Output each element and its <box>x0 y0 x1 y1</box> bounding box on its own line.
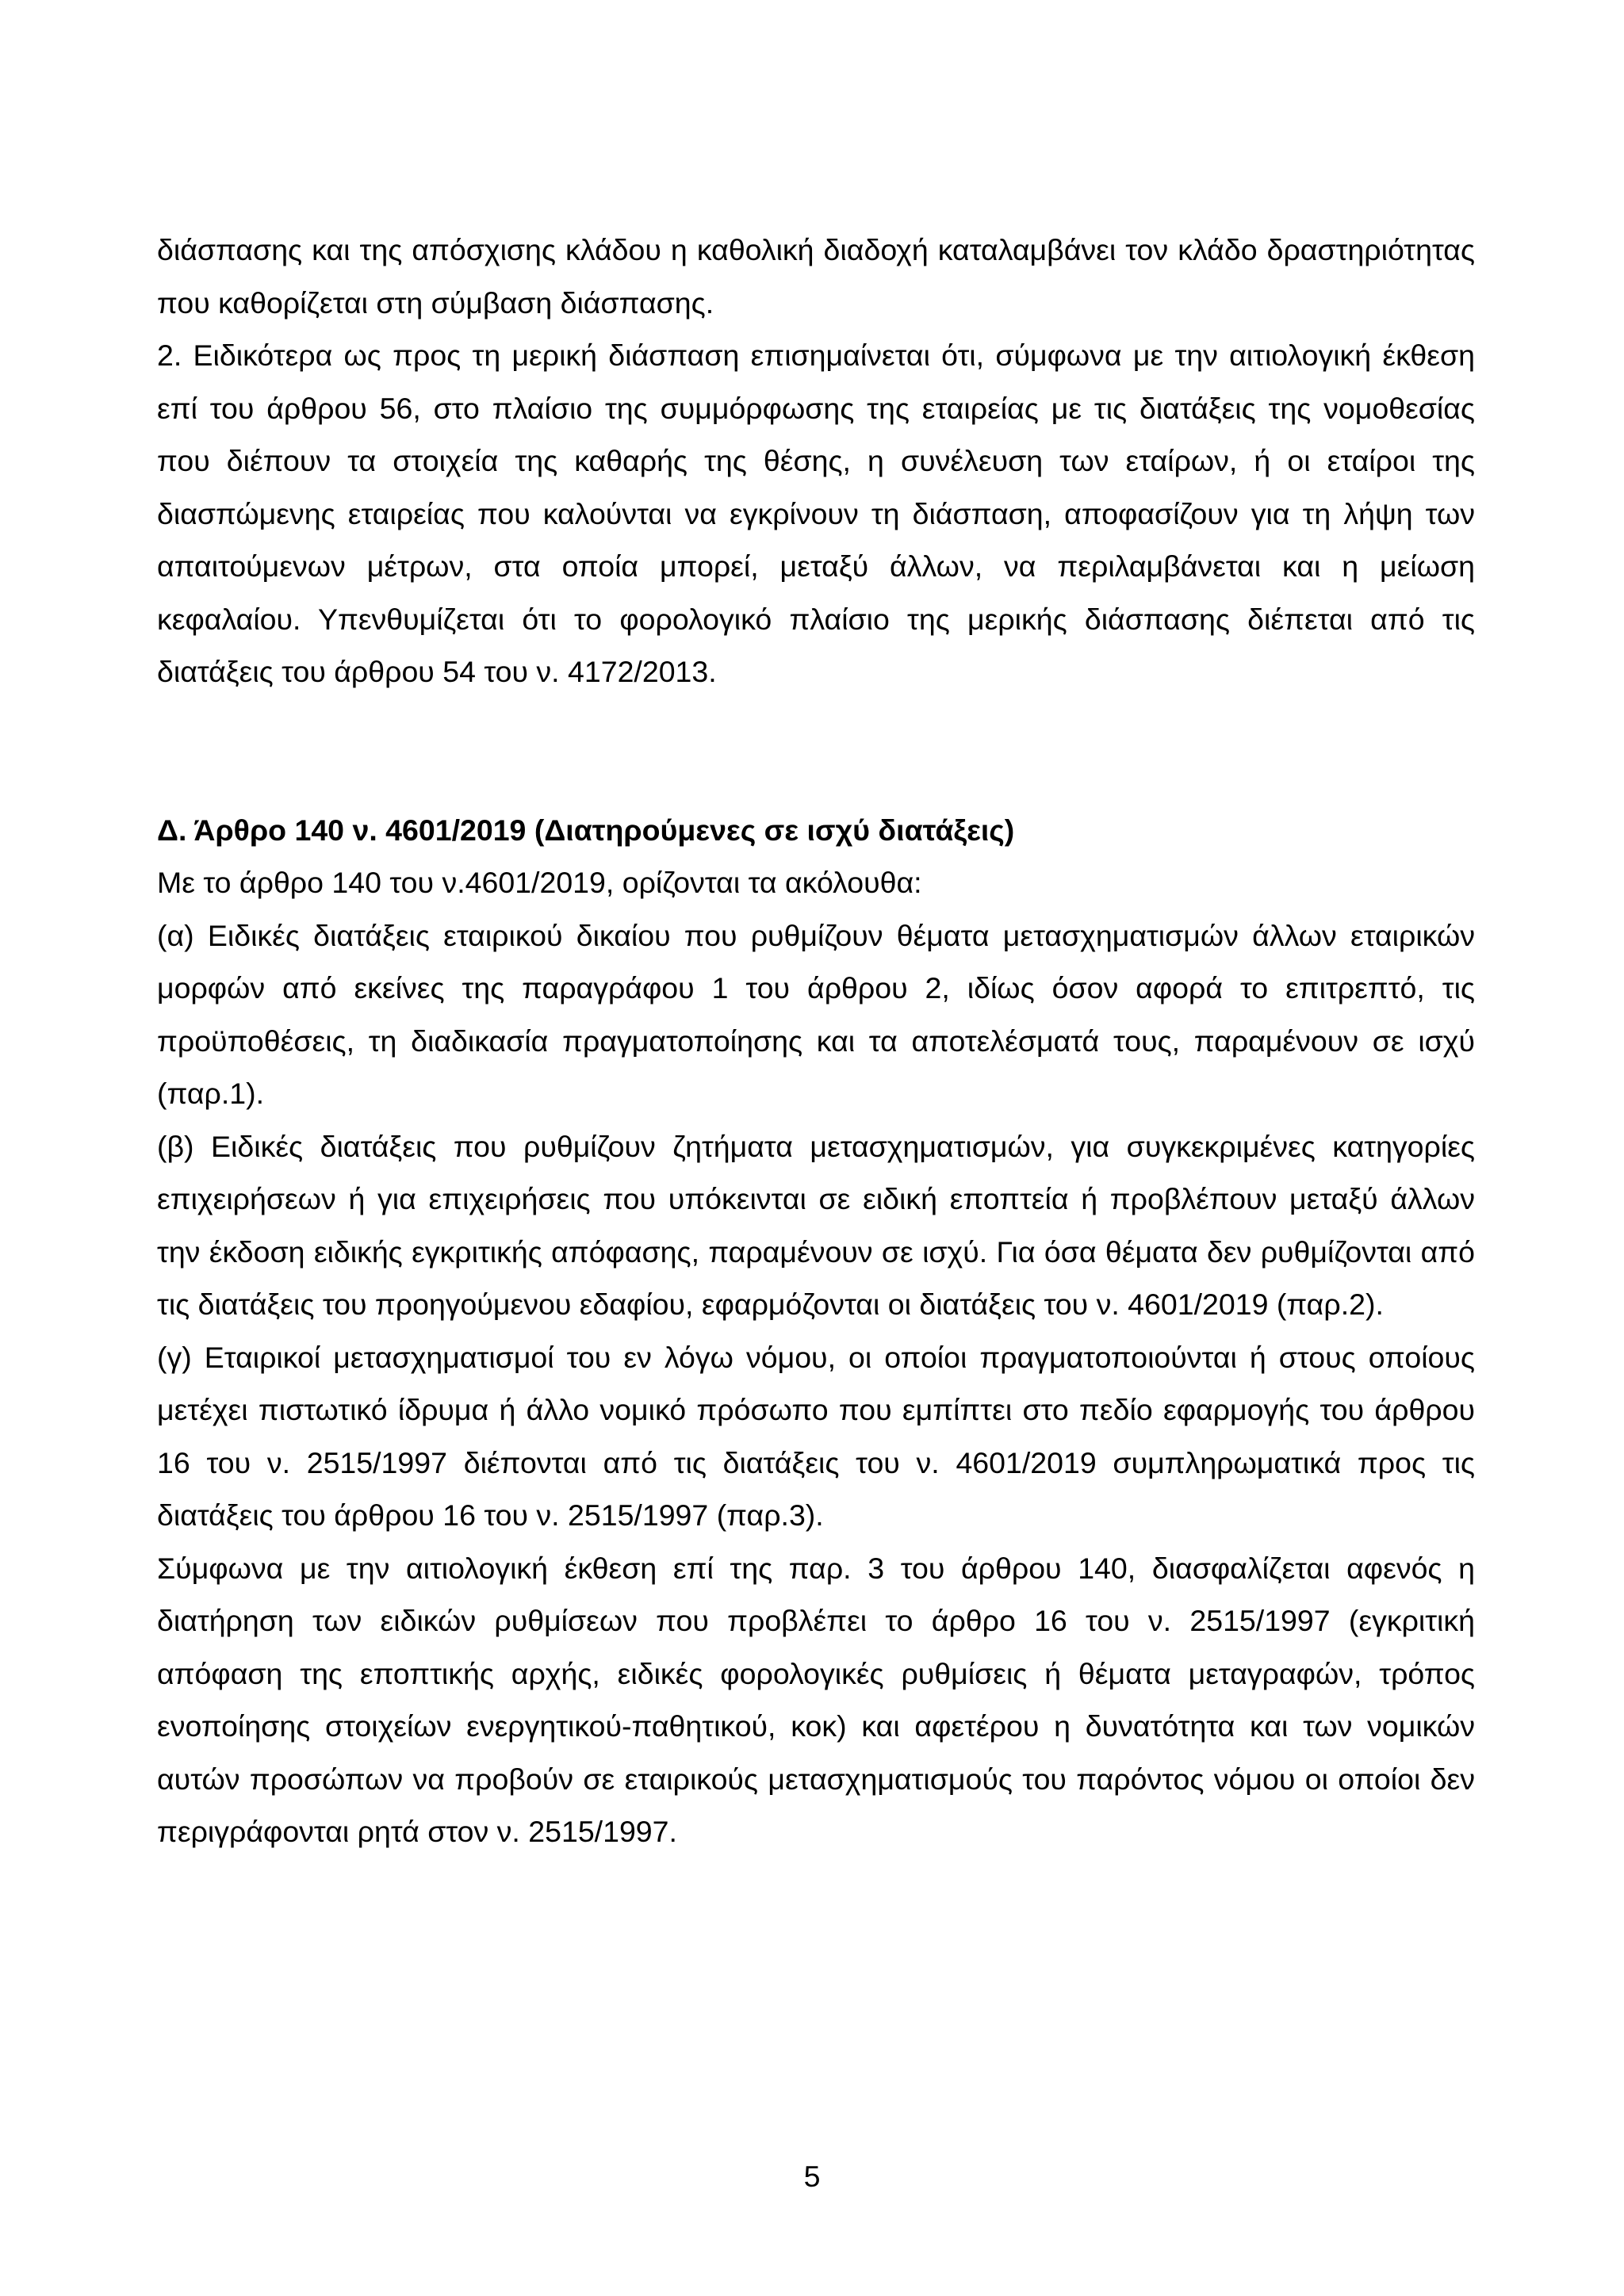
section-spacer <box>157 698 1475 804</box>
section-heading: Δ. Άρθρο 140 ν. 4601/2019 (Διατηρούμενες σε ισχύ διατάξεις) <box>157 813 1015 847</box>
paragraph-continuation: διάσπασης και της απόσχισης κλάδου η καθολική διαδοχή καταλαμβάνει τον κλάδο δραστηριότητας που καθορίζεται στη σύμβαση διάσπασης. <box>157 233 1475 320</box>
list-item-b: (β) Ειδικές διατάξεις που ρυθμίζουν ζητήματα μετασχηματισμών, για συγκεκριμένες κατηγορίες επιχειρήσεων ή για επιχειρήσεις που υπόκεινται σε ειδική εποπτεία ή προβλέπουν μεταξύ άλλων την έκδοση ειδικής εγκριτικής απόφασης, παραμένουν σε ισχύ. Για όσα θέματα δεν ρυθμίζονται από τις διατάξεις του προηγούμενου εδαφίου, εφαρμόζονται οι διατάξεις του ν. 4601/2019 (παρ.2). <box>157 1129 1475 1321</box>
paragraph-partial-demerger: 2. Ειδικότερα ως προς τη μερική διάσπαση επισημαίνεται ότι, σύμφωνα με την αιτιολογική έκθεση επί του άρθρου 56, στο πλαίσιο της συμμόρφωσης της εταιρείας με τις διατάξεις της νομοθεσίας που διέπουν τα στοιχεία της καθαρής της θέσης, η συνέλευση των εταίρων, ή οι εταίροι της διασπώμενης εταιρείας που καλούνται να εγκρίνουν τη διάσπαση, αποφασίζουν για τη λήψη των απαιτούμενων μέτρων, στα οποία μπορεί, μεταξύ άλλων, να περιλαμβάνεται και η μείωση κεφαλαίου. Υπενθυμίζεται ότι το φορολογικό πλαίσιο της μερικής διάσπασης διέπεται από τις διατάξεις του άρθρου 54 του ν. 4172/2013. <box>157 339 1475 688</box>
page-number: 5 <box>803 2160 821 2193</box>
closing-paragraph: Σύμφωνα με την αιτιολογική έκθεση επί της παρ. 3 του άρθρου 140, διασφαλίζεται αφενός η διατήρηση των ειδικών ρυθμίσεων που προβλέπει το άρθρο 16 του ν. 2515/1997 (εγκριτική απόφαση της εποπτικής αρχής, ειδικές φορολογικές ρυθμίσεις ή θέματα μεταγραφών, τρόπος ενοποίησης στοιχείων ενεργητικού-παθητικού, κοκ) και αφετέρου η δυνατότητα και των νομικών αυτών προσώπων να προβούν σε εταιρικούς μετασχηματισμούς του παρόντος νόμου οι οποίοι δεν περιγράφονται ρητά στον ν. 2515/1997. <box>157 1551 1475 1848</box>
list-item-a: (α) Ειδικές διατάξεις εταιρικού δικαίου που ρυθμίζουν θέματα μετασχηματισμών άλλων εταιρικών μορφών από εκείνες της παραγράφου 1 του άρθρου 2, ιδίως όσον αφορά το επιτρεπτό, τις προϋποθέσεις, τη διαδικασία πραγματοποίησης και τα αποτελέσματά τους, παραμένουν σε ισχύ (παρ.1). <box>157 918 1475 1110</box>
list-item-c: (γ) Εταιρικοί μετασχηματισμοί του εν λόγω νόμου, οι οποίοι πραγματοποιούνται ή στους οποίους μετέχει πιστωτικό ίδρυμα ή άλλο νομικό πρόσωπο που εμπίπτει στο πεδίο εφαρμογής του άρθρου 16 του ν. 2515/1997 διέπονται από τις διατάξεις του ν. 4601/2019 συμπληρωματικά προς τις διατάξεις του άρθρου 16 του ν. 2515/1997 (παρ.3). <box>157 1340 1475 1532</box>
section-intro: Με το άρθρο 140 του ν.4601/2019, ορίζονται τα ακόλουθα: <box>157 866 922 899</box>
page-body <box>157 224 1475 1858</box>
